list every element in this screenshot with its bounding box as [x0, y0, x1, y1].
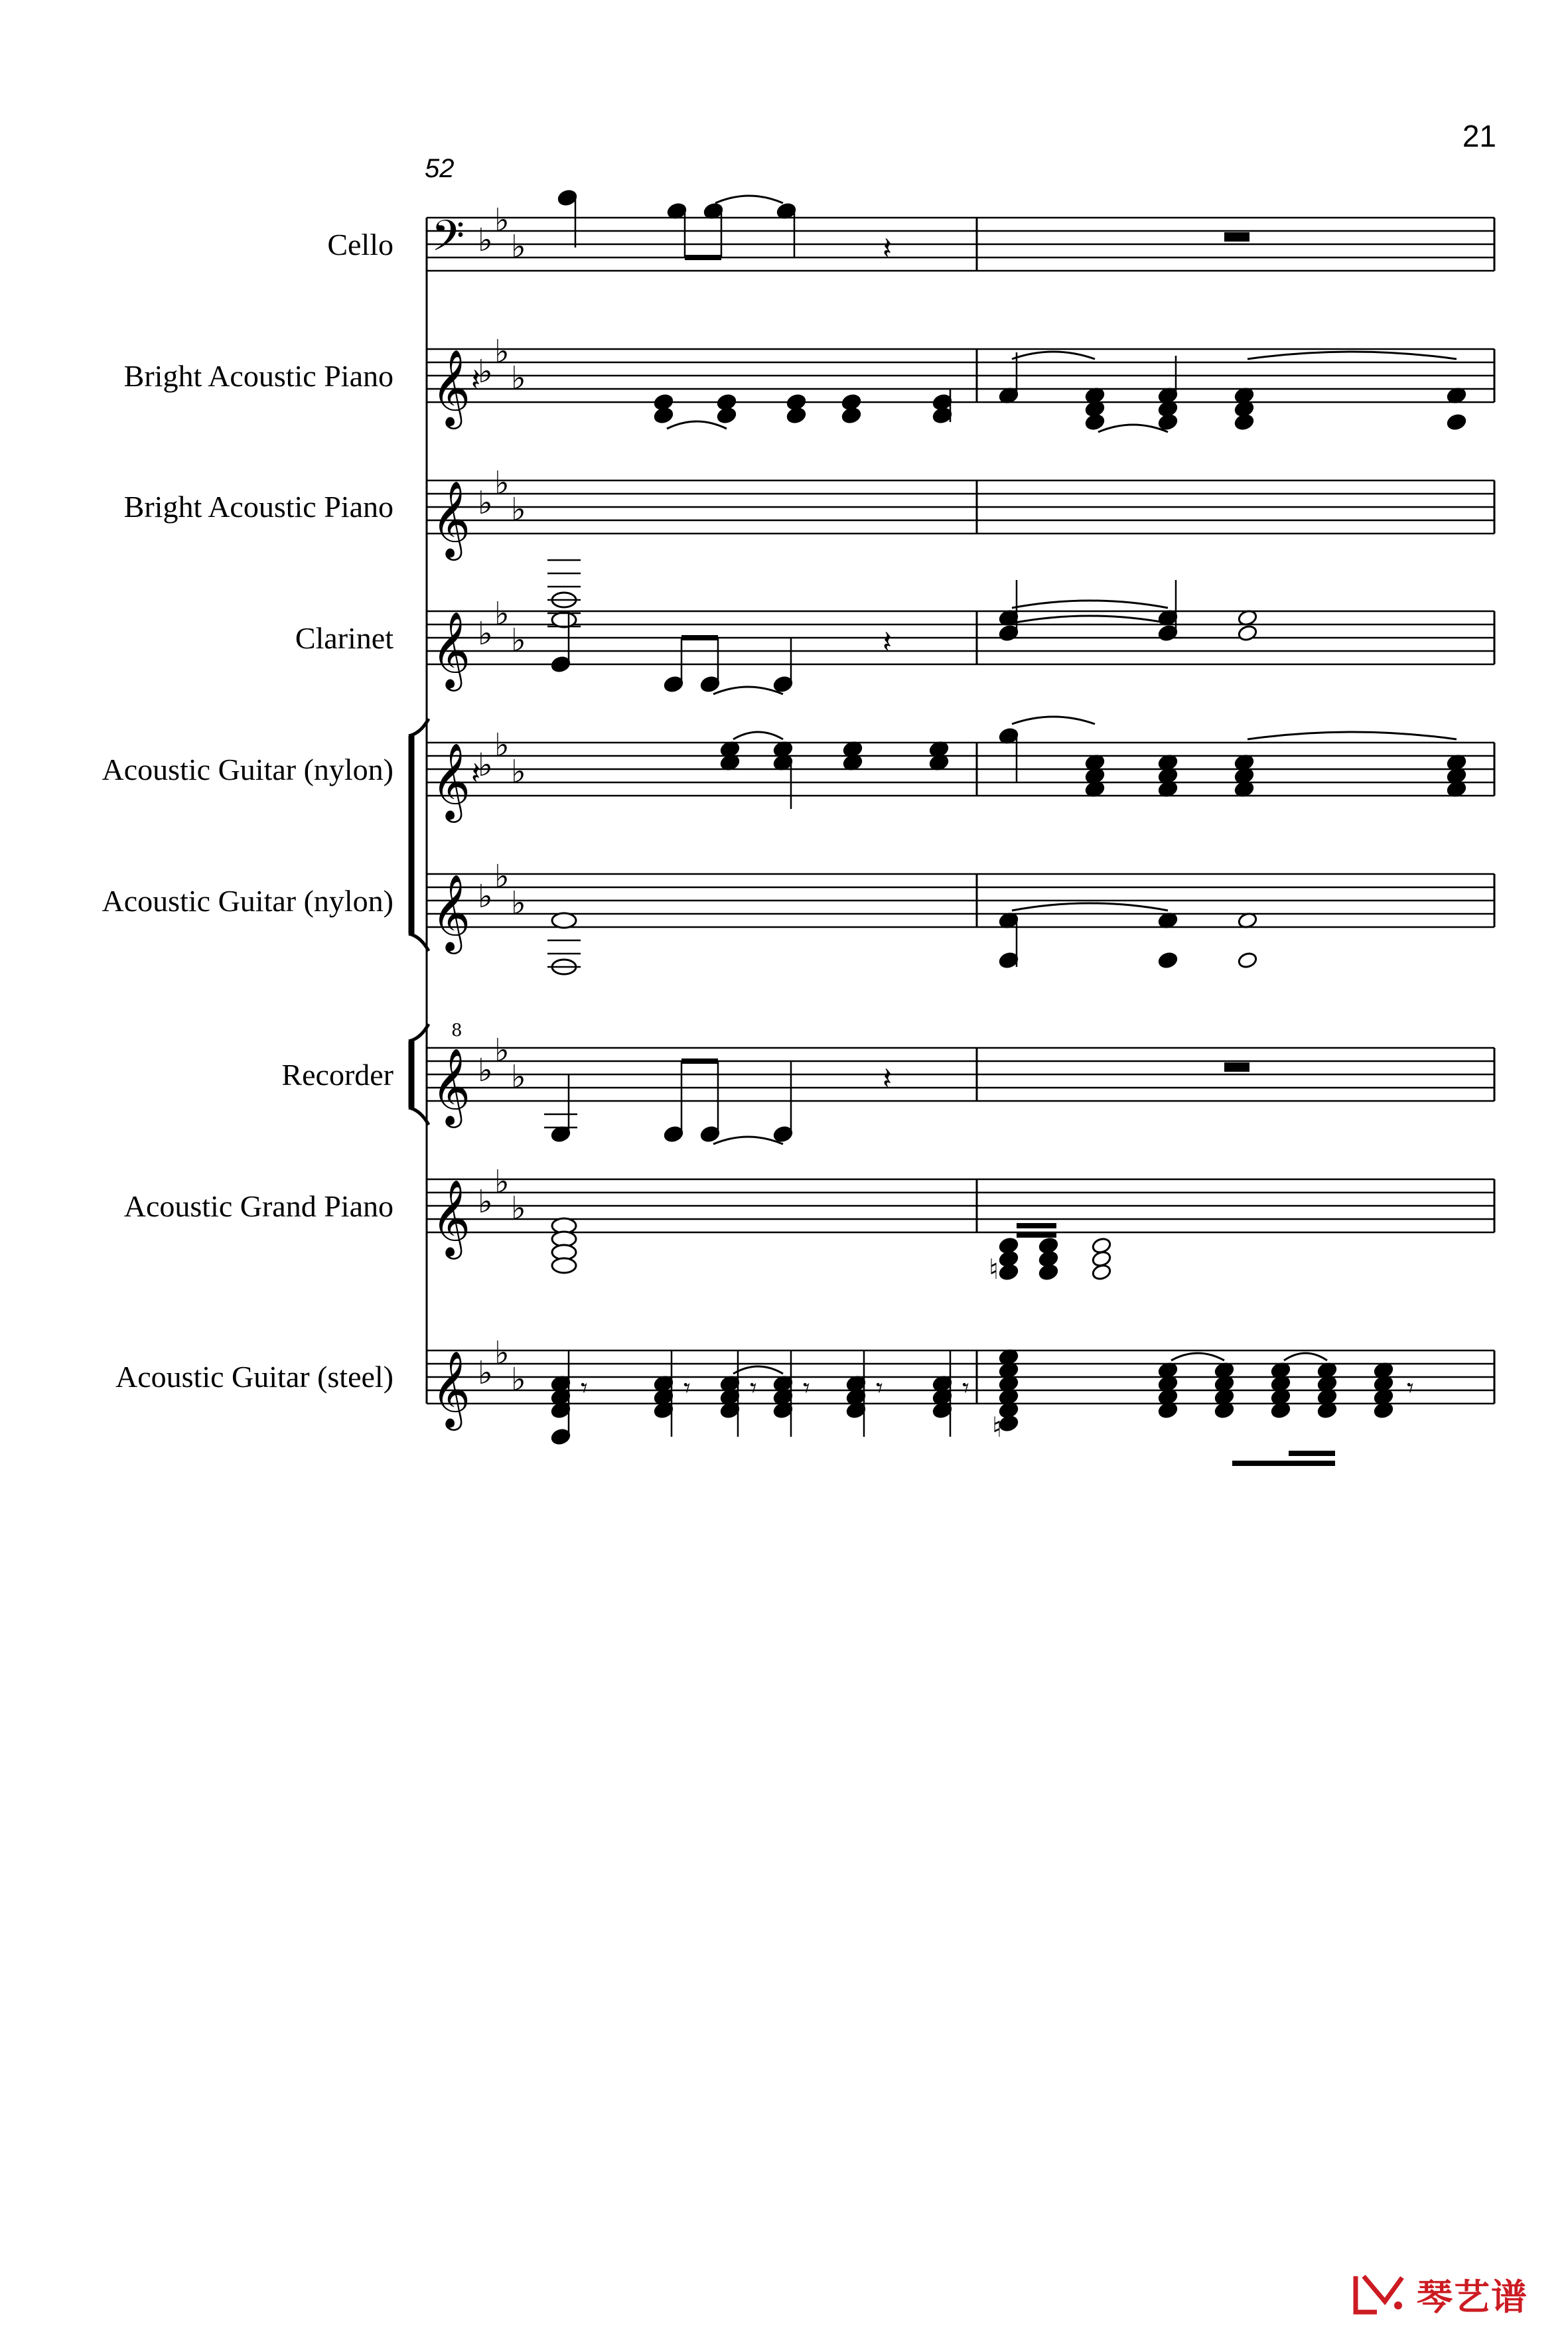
- tie: [667, 421, 727, 429]
- sixteenth-rest-icon: 𝄾: [962, 1373, 969, 1404]
- treble-clef-icon: 𝄞: [431, 348, 471, 426]
- treble-clef-icon: 𝄞: [431, 480, 471, 557]
- notehead: [841, 407, 862, 425]
- notehead: [1038, 1264, 1059, 1281]
- tie: [1012, 717, 1095, 724]
- whole-note: [552, 1258, 576, 1273]
- flat-sign: ♭: [494, 1163, 510, 1200]
- flat-sign: ♭: [494, 465, 510, 502]
- notehead: [786, 407, 807, 425]
- tie: [1284, 1353, 1327, 1360]
- whole-rest-icon: [1224, 232, 1249, 242]
- instrument-label-guitar-nylon-2: Acoustic Guitar (nylon): [102, 884, 393, 918]
- notehead: [1238, 952, 1258, 970]
- tie: [1171, 1353, 1224, 1360]
- flat-sign: ♭: [494, 727, 510, 764]
- sixteenth-rest-icon: 𝄾: [683, 1373, 691, 1404]
- tie: [1247, 352, 1457, 359]
- notehead: [1234, 413, 1255, 431]
- treble-clef-icon: 𝄞: [431, 1179, 471, 1256]
- instrument-label-recorder: Recorder: [281, 1058, 393, 1092]
- flat-sign: ♭: [511, 228, 526, 265]
- tie: [715, 196, 783, 203]
- flat-sign: ♭: [478, 353, 493, 390]
- instrument-label-bright-piano-2: Bright Acoustic Piano: [123, 490, 393, 524]
- instrument-label-clarinet: Clarinet: [295, 621, 393, 655]
- sixteenth-rest-icon: 𝄾: [750, 1373, 757, 1404]
- measure-number: 52: [425, 154, 455, 183]
- treble-clef-icon: 𝄞: [431, 873, 471, 951]
- flat-sign: ♭: [478, 484, 493, 522]
- notehead: [999, 1264, 1019, 1281]
- sixteenth-rest-icon: 𝄾: [1407, 1373, 1414, 1404]
- flat-sign: ♭: [494, 1032, 510, 1069]
- logo-icon: [1350, 2271, 1410, 2317]
- notehead: [1447, 413, 1467, 431]
- tie: [713, 1137, 783, 1144]
- flat-sign: ♭: [494, 333, 510, 370]
- notehead: [717, 407, 737, 425]
- bass-clef-icon: 𝄢: [431, 212, 465, 271]
- notehead: [1158, 952, 1178, 970]
- instrument-label-bright-piano-1: Bright Acoustic Piano: [123, 359, 393, 393]
- treble-clef-icon: 𝄞: [431, 742, 471, 820]
- flat-sign: ♭: [511, 360, 526, 397]
- flat-sign: ♭: [511, 753, 526, 790]
- notehead: [1085, 413, 1105, 431]
- notehead: [1092, 1264, 1112, 1281]
- quarter-rest-icon: 𝄽: [883, 624, 892, 660]
- flat-sign: ♭: [494, 1335, 510, 1372]
- flat-sign: ♭: [478, 1354, 493, 1392]
- tie: [1012, 601, 1168, 608]
- flat-sign: ♭: [511, 1361, 526, 1398]
- treble-clef-icon: 𝄞: [431, 1350, 471, 1427]
- notehead: [1238, 624, 1258, 642]
- quarter-rest-icon: 𝄽: [883, 1060, 892, 1096]
- instrument-label-grand-piano: Acoustic Grand Piano: [123, 1189, 393, 1223]
- sixteenth-rest-icon: 𝄾: [803, 1373, 810, 1404]
- flat-sign: ♭: [478, 1183, 493, 1220]
- flat-sign: ♭: [478, 615, 493, 652]
- flat-sign: ♭: [478, 1052, 493, 1089]
- flat-sign: ♭: [511, 885, 526, 922]
- whole-note: [552, 913, 576, 928]
- sixteenth-rest-icon: 𝄾: [581, 1373, 588, 1404]
- flat-sign: ♭: [511, 622, 526, 659]
- quarter-rest-icon: 𝄽: [883, 230, 892, 266]
- tie: [733, 1366, 783, 1374]
- tie: [1247, 732, 1457, 739]
- natural-sign: ♮: [992, 1411, 1003, 1443]
- brand-logo: [1350, 2270, 1528, 2319]
- logo-text: 琴艺谱: [1417, 2276, 1528, 2318]
- tie: [733, 732, 783, 739]
- flat-sign: ♭: [494, 202, 510, 239]
- treble-clef-icon: 𝄞: [431, 1047, 471, 1125]
- tie: [713, 687, 783, 694]
- natural-sign: ♮: [989, 1253, 999, 1285]
- tie: [1012, 903, 1168, 910]
- flat-sign: ♭: [478, 747, 493, 784]
- octave-mark: 8: [451, 1021, 463, 1041]
- flat-sign: ♭: [511, 491, 526, 528]
- tie: [1098, 425, 1168, 432]
- quarter-rest-icon: 𝄽: [471, 362, 481, 398]
- whole-rest-icon: [1224, 1062, 1249, 1072]
- flat-sign: ♭: [494, 858, 510, 895]
- instrument-label-guitar-steel: Acoustic Guitar (steel): [115, 1360, 393, 1394]
- treble-clef-icon: 𝄞: [431, 611, 471, 688]
- instrument-label-guitar-nylon-1: Acoustic Guitar (nylon): [102, 753, 393, 786]
- page-number: 21: [1462, 119, 1496, 153]
- instrument-label-cello: Cello: [327, 228, 393, 261]
- sixteenth-rest-icon: 𝄾: [876, 1373, 883, 1404]
- flat-sign: ♭: [511, 1190, 526, 1227]
- tie: [1012, 352, 1095, 359]
- whole-note: [552, 613, 576, 627]
- notehead: [654, 407, 674, 425]
- flat-sign: ♭: [511, 1058, 526, 1096]
- quarter-rest-icon: 𝄽: [471, 755, 481, 791]
- tie: [1012, 616, 1168, 623]
- flat-sign: ♭: [494, 595, 510, 632]
- flat-sign: ♭: [478, 878, 493, 915]
- flat-sign: ♭: [478, 222, 493, 259]
